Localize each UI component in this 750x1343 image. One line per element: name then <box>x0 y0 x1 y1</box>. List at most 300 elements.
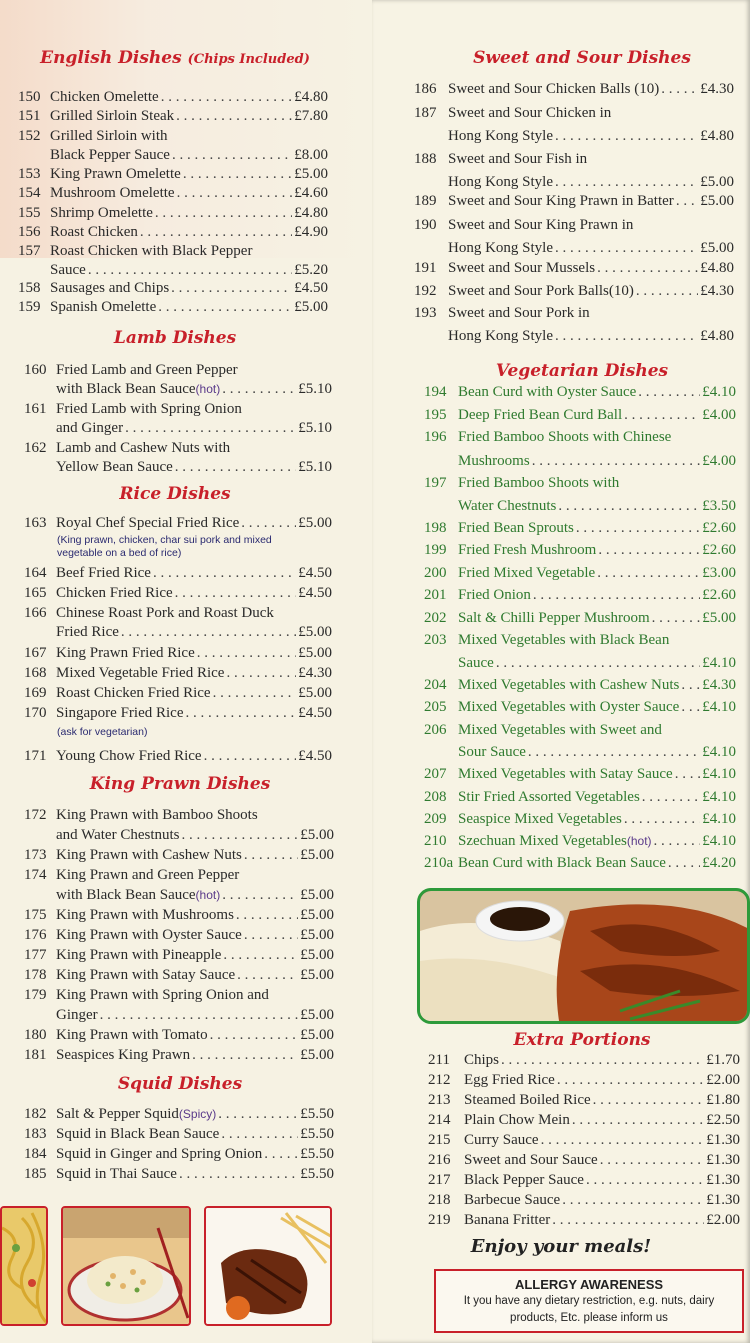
note-163-line1: (King prawn, chicken, char sui pork and mixed <box>57 534 272 546</box>
menu-item <box>428 1052 740 1069</box>
item-number: 162 <box>24 440 47 456</box>
item-number: 183 <box>24 1126 47 1142</box>
allergy-line-1: It you have any dietary restriction, e.g. nuts, dairy <box>463 1295 715 1307</box>
leader-dots <box>636 283 698 300</box>
item-number: 156 <box>18 224 41 240</box>
spice-tag: (hot) <box>626 834 652 848</box>
leader-dots <box>624 407 700 424</box>
item-number: 161 <box>24 401 47 417</box>
item-name: Mushrooms <box>458 453 530 469</box>
item-number: 166 <box>24 605 47 621</box>
item-name: Salt & Pepper Squid <box>56 1106 179 1122</box>
leader-dots <box>210 1027 299 1044</box>
item-number: 217 <box>428 1172 451 1188</box>
leader-dots <box>533 587 700 604</box>
menu-item <box>24 515 332 532</box>
leader-dots <box>179 1166 298 1183</box>
item-number: 155 <box>18 205 41 221</box>
left-menu-page <box>0 0 372 1343</box>
menu-item <box>424 475 736 492</box>
leader-dots <box>197 645 297 662</box>
item-name: King Prawn with Satay Sauce <box>56 967 236 983</box>
item-name: Mixed Vegetables with Sweet and <box>458 722 662 738</box>
leader-dots <box>576 520 700 537</box>
item-name: Barbecue Sauce <box>464 1192 561 1208</box>
item-name: Ginger <box>56 1007 98 1023</box>
menu-item <box>24 967 334 984</box>
leader-dots <box>654 833 701 850</box>
item-price: £4.80 <box>700 328 734 344</box>
item-price: £4.80 <box>700 260 734 276</box>
item-number: 198 <box>424 520 447 536</box>
leader-dots <box>562 1192 704 1209</box>
menu-item <box>18 185 328 202</box>
item-number: 168 <box>24 665 47 681</box>
menu-item <box>18 299 328 316</box>
item-price: £4.80 <box>294 205 328 221</box>
leader-dots <box>600 1152 705 1169</box>
item-name: King Prawn with Cashew Nuts <box>56 847 242 863</box>
menu-item <box>24 807 334 824</box>
roast-duck-photo <box>417 888 750 1024</box>
item-price: £5.00 <box>300 947 334 963</box>
item-name: Stir Fried Assorted Vegetables <box>458 789 640 805</box>
leader-dots <box>153 565 296 582</box>
item-price: £5.50 <box>300 1146 334 1162</box>
item-price: £5.00 <box>700 193 734 209</box>
leader-dots <box>597 565 700 582</box>
rice-dishes-heading: Rice Dishes <box>119 484 231 504</box>
item-price: £5.00 <box>298 624 332 640</box>
item-name: Hong Kong Style <box>448 240 553 256</box>
item-number: 151 <box>18 108 41 124</box>
item-price: £4.90 <box>294 224 328 240</box>
leader-dots <box>100 1007 299 1024</box>
menu-item <box>24 459 332 476</box>
item-number: 157 <box>18 243 41 259</box>
item-name: Fried Mixed Vegetable <box>458 565 596 581</box>
menu-item <box>424 565 736 582</box>
item-name: Grilled Sirloin with <box>50 128 168 144</box>
item-price: £2.60 <box>702 520 736 536</box>
item-price: £4.50 <box>294 280 328 296</box>
leader-dots <box>177 185 293 202</box>
item-name: Plain Chow Mein <box>464 1112 570 1128</box>
item-name: Sweet and Sour King Prawn in <box>448 217 634 233</box>
menu-item <box>414 260 734 277</box>
menu-item <box>18 89 328 106</box>
fried-rice-photo <box>61 1206 191 1326</box>
leader-dots <box>555 174 698 191</box>
menu-item <box>414 193 734 210</box>
item-number: 154 <box>18 185 41 201</box>
menu-item <box>24 907 334 924</box>
menu-item <box>24 1007 334 1024</box>
menu-item <box>424 498 736 515</box>
item-number: 150 <box>18 89 41 105</box>
menu-item <box>424 542 736 559</box>
item-number: 194 <box>424 384 447 400</box>
item-price: £5.00 <box>298 685 332 701</box>
item-price: £2.60 <box>702 542 736 558</box>
item-name: Young Chow Fried Rice <box>56 748 202 764</box>
item-price: £4.80 <box>294 89 328 105</box>
item-price: £1.70 <box>706 1052 740 1068</box>
item-name: King Prawn Omelette <box>50 166 181 182</box>
item-price: £2.00 <box>706 1072 740 1088</box>
menu-item <box>24 1146 334 1163</box>
menu-item <box>24 605 332 622</box>
menu-item <box>24 705 332 722</box>
menu-item <box>24 565 332 582</box>
leader-dots <box>244 927 298 944</box>
item-price: £5.00 <box>702 610 736 626</box>
item-name: Bean Curd with Black Bean Sauce <box>458 855 666 871</box>
menu-item <box>24 1166 334 1183</box>
item-price: £4.30 <box>700 283 734 299</box>
item-name: Hong Kong Style <box>448 174 553 190</box>
menu-item <box>24 1047 334 1064</box>
item-name: King Prawn with Pineapple <box>56 947 222 963</box>
item-name: Chicken Fried Rice <box>56 585 173 601</box>
item-price: £4.30 <box>702 677 736 693</box>
leader-dots <box>244 847 298 864</box>
item-number: 160 <box>24 362 47 378</box>
item-price: £4.50 <box>298 585 332 601</box>
menu-item <box>414 305 734 322</box>
leader-dots <box>676 193 698 210</box>
item-number: 215 <box>428 1132 451 1148</box>
item-price: £3.50 <box>702 498 736 514</box>
leader-dots <box>158 299 292 316</box>
item-number: 202 <box>424 610 447 626</box>
item-number: 180 <box>24 1027 47 1043</box>
item-name: Mixed Vegetables with Satay Sauce <box>458 766 673 782</box>
item-number: 210 <box>424 833 447 849</box>
item-name: Deep Fried Bean Curd Ball <box>458 407 623 423</box>
menu-item <box>424 520 736 537</box>
menu-item <box>424 632 736 649</box>
leader-dots <box>218 1106 298 1123</box>
leader-dots <box>175 459 296 476</box>
item-name: Sour Sauce <box>458 744 526 760</box>
leader-dots <box>121 624 296 641</box>
leader-dots <box>496 655 700 672</box>
item-name: Grilled Sirloin Steak <box>50 108 175 124</box>
item-name: Egg Fried Rice <box>464 1072 555 1088</box>
item-number: 208 <box>424 789 447 805</box>
menu-item <box>24 1027 334 1044</box>
item-price: £4.10 <box>702 789 736 805</box>
item-number: 182 <box>24 1106 47 1122</box>
menu-item <box>24 987 334 1004</box>
menu-item <box>24 867 334 884</box>
item-price: £2.60 <box>702 587 736 603</box>
item-number: 175 <box>24 907 47 923</box>
menu-item <box>424 384 736 401</box>
menu-item <box>428 1092 740 1109</box>
item-number: 159 <box>18 299 41 315</box>
item-price: £5.00 <box>294 166 328 182</box>
item-name: Sweet and Sour Chicken Balls (10) <box>448 81 660 97</box>
item-price: £5.00 <box>294 299 328 315</box>
leader-dots <box>661 81 698 98</box>
menu-item <box>414 81 734 98</box>
item-price: £5.10 <box>298 381 332 397</box>
item-name: Roast Chicken <box>50 224 138 240</box>
allergy-title: ALLERGY AWARENESS <box>514 1277 664 1292</box>
english-dishes-heading: English Dishes (Chips Included) <box>40 48 310 68</box>
leader-dots <box>140 224 292 241</box>
item-name: Fried Lamb and Green Pepper <box>56 362 238 378</box>
menu-item <box>424 655 736 672</box>
item-price: £4.50 <box>298 705 332 721</box>
menu-item <box>18 108 328 125</box>
item-name: Seaspice Mixed Vegetables <box>458 811 622 827</box>
menu-item <box>424 789 736 806</box>
leader-dots <box>572 1112 704 1129</box>
item-number: 174 <box>24 867 47 883</box>
item-number: 203 <box>424 632 447 648</box>
item-price: £2.50 <box>706 1112 740 1128</box>
item-number: 207 <box>424 766 447 782</box>
item-price: £4.50 <box>298 748 332 764</box>
menu-item <box>414 240 734 257</box>
leader-dots <box>185 705 296 722</box>
menu-item <box>24 401 332 418</box>
item-name: Hong Kong Style <box>448 328 553 344</box>
leader-dots <box>532 453 701 470</box>
allergy-line-2: products, Etc. please inform us <box>510 1312 668 1324</box>
leader-dots <box>222 381 296 398</box>
leader-dots <box>558 498 700 515</box>
item-name: King Prawn with Mushrooms <box>56 907 234 923</box>
item-name: Roast Chicken Fried Rice <box>56 685 211 701</box>
spice-tag: (hot) <box>195 888 221 902</box>
menu-item <box>424 722 736 739</box>
item-number: 158 <box>18 280 41 296</box>
item-number: 163 <box>24 515 47 531</box>
item-price: £5.20 <box>294 262 328 278</box>
leader-dots <box>161 89 293 106</box>
item-name: Szechuan Mixed Vegetables <box>458 833 627 849</box>
item-price: £5.50 <box>300 1166 334 1182</box>
item-number: 172 <box>24 807 47 823</box>
item-name: King Prawn with Tomato <box>56 1027 208 1043</box>
item-name: Salt & Chilli Pepper Mushroom <box>458 610 650 626</box>
menu-item <box>24 1106 334 1123</box>
leader-dots <box>176 108 292 125</box>
item-name: Black Pepper Sauce <box>464 1172 584 1188</box>
leader-dots <box>598 542 700 559</box>
item-name: Chicken Omelette <box>50 89 159 105</box>
item-price: £5.10 <box>298 420 332 436</box>
item-number: 153 <box>18 166 41 182</box>
leader-dots <box>213 685 297 702</box>
item-price: £5.00 <box>298 515 332 531</box>
menu-item <box>24 685 332 702</box>
item-price: £4.10 <box>702 699 736 715</box>
item-price: £4.10 <box>702 384 736 400</box>
item-name: King Prawn with Bamboo Shoots <box>56 807 258 823</box>
menu-item <box>424 744 736 761</box>
item-number: 165 <box>24 585 47 601</box>
item-name: Fried Rice <box>56 624 119 640</box>
leader-dots <box>638 384 700 401</box>
item-number: 190 <box>414 217 437 233</box>
item-name: with Black Bean Sauce <box>56 381 196 397</box>
item-name: Squid in Black Bean Sauce <box>56 1126 220 1142</box>
item-price: £8.00 <box>294 147 328 163</box>
item-price: £4.00 <box>702 453 736 469</box>
item-price: £5.00 <box>300 827 334 843</box>
item-name: Fried Bamboo Shoots with <box>458 475 620 491</box>
item-name: Mixed Vegetable Fried Rice <box>56 665 225 681</box>
enjoy-your-meals-text: Enjoy your meals! <box>470 1236 652 1257</box>
item-name: King Prawn with Spring Onion and <box>56 987 269 1003</box>
item-price: £5.00 <box>300 1047 334 1063</box>
item-name: Banana Fritter <box>464 1212 551 1228</box>
item-price: £4.10 <box>702 744 736 760</box>
leader-dots <box>241 515 296 532</box>
item-name: Sweet and Sour Sauce <box>464 1152 598 1168</box>
item-price: £1.30 <box>706 1132 740 1148</box>
item-number: 184 <box>24 1146 47 1162</box>
item-price: £4.00 <box>702 407 736 423</box>
item-number: 211 <box>428 1052 450 1068</box>
leader-dots <box>183 166 292 183</box>
menu-item <box>414 328 734 345</box>
leader-dots <box>223 947 298 964</box>
right-menu-page <box>372 0 750 1343</box>
leader-dots <box>175 585 297 602</box>
item-price: £4.10 <box>702 811 736 827</box>
item-name: Bean Curd with Oyster Sauce <box>458 384 637 400</box>
item-name: Water Chestnuts <box>458 498 557 514</box>
menu-item <box>414 128 734 145</box>
menu-item <box>24 927 334 944</box>
item-name: Sweet and Sour Mussels <box>448 260 596 276</box>
item-price: £1.30 <box>706 1152 740 1168</box>
item-name: King Prawn Fried Rice <box>56 645 195 661</box>
item-price: £5.00 <box>300 1007 334 1023</box>
menu-item <box>414 217 734 234</box>
vegetarian-dishes-heading: Vegetarian Dishes <box>495 361 669 381</box>
leader-dots <box>675 766 701 783</box>
leader-dots <box>593 1092 705 1109</box>
leader-dots <box>155 205 292 222</box>
item-name: Fried Bamboo Shoots with Chinese <box>458 429 672 445</box>
spice-tag: (hot) <box>195 382 221 396</box>
item-name: Hong Kong Style <box>448 128 553 144</box>
menu-item <box>428 1212 740 1229</box>
extra-portions-heading: Extra Portions <box>513 1030 651 1050</box>
menu-item <box>24 665 332 682</box>
item-number: 201 <box>424 587 447 603</box>
item-price: £5.00 <box>300 907 334 923</box>
item-price: £5.50 <box>300 1106 334 1122</box>
item-name: Sauce <box>50 262 86 278</box>
leader-dots <box>681 677 700 694</box>
menu-item <box>18 147 328 164</box>
menu-item <box>424 833 736 850</box>
item-number: 210a <box>424 855 454 871</box>
item-number: 213 <box>428 1092 451 1108</box>
leader-dots <box>221 1126 298 1143</box>
menu-item <box>424 453 736 470</box>
menu-item <box>414 151 734 168</box>
menu-item <box>414 283 734 300</box>
item-price: £4.20 <box>702 855 736 871</box>
menu-item <box>18 224 328 241</box>
item-name: Seaspices King Prawn <box>56 1047 191 1063</box>
item-number: 164 <box>24 565 47 581</box>
item-price: £4.80 <box>700 128 734 144</box>
item-name: Mushroom Omelette <box>50 185 175 201</box>
item-price: £5.50 <box>300 1126 334 1142</box>
item-number: 181 <box>24 1047 47 1063</box>
leader-dots <box>642 789 700 806</box>
steak-image <box>206 1208 332 1326</box>
item-number: 188 <box>414 151 437 167</box>
menu-item <box>424 610 736 627</box>
leader-dots <box>501 1052 704 1069</box>
item-name: Shrimp Omelette <box>50 205 153 221</box>
item-number: 189 <box>414 193 437 209</box>
item-name: Chinese Roast Pork and Roast Duck <box>56 605 274 621</box>
menu-item <box>24 947 334 964</box>
item-number: 205 <box>424 699 447 715</box>
item-number: 186 <box>414 81 437 97</box>
item-name: Steamed Boiled Rice <box>464 1092 591 1108</box>
menu-item <box>24 827 334 844</box>
leader-dots <box>182 827 299 844</box>
item-price: £4.60 <box>294 185 328 201</box>
menu-item <box>24 847 334 864</box>
leader-dots <box>652 610 701 627</box>
menu-item <box>424 855 736 872</box>
item-number: 214 <box>428 1112 451 1128</box>
item-price: £4.30 <box>700 81 734 97</box>
item-number: 192 <box>414 283 437 299</box>
note-170: (ask for vegetarian) <box>57 726 148 738</box>
item-number: 200 <box>424 565 447 581</box>
menu-item <box>424 677 736 694</box>
squid-dishes-heading: Squid Dishes <box>117 1074 243 1094</box>
item-price: £4.10 <box>702 766 736 782</box>
item-number: 193 <box>414 305 437 321</box>
item-name: Roast Chicken with Black Pepper <box>50 243 253 259</box>
item-name: Yellow Bean Sauce <box>56 459 173 475</box>
item-name: and Water Chestnuts <box>56 827 180 843</box>
menu-item <box>428 1072 740 1089</box>
item-name: Sauce <box>458 655 494 671</box>
item-number: 209 <box>424 811 447 827</box>
item-price: £7.80 <box>294 108 328 124</box>
item-price: £5.00 <box>300 847 334 863</box>
item-number: 204 <box>424 677 447 693</box>
item-price: £3.00 <box>702 565 736 581</box>
roast-duck-image <box>420 891 750 1024</box>
item-price: £2.00 <box>706 1212 740 1228</box>
leader-dots <box>552 1212 704 1229</box>
menu-item <box>424 587 736 604</box>
item-number: 191 <box>414 260 437 276</box>
item-name: with Black Bean Sauce <box>56 887 196 903</box>
item-name: Curry Sauce <box>464 1132 539 1148</box>
menu-item <box>24 748 332 765</box>
leader-dots <box>125 420 296 437</box>
